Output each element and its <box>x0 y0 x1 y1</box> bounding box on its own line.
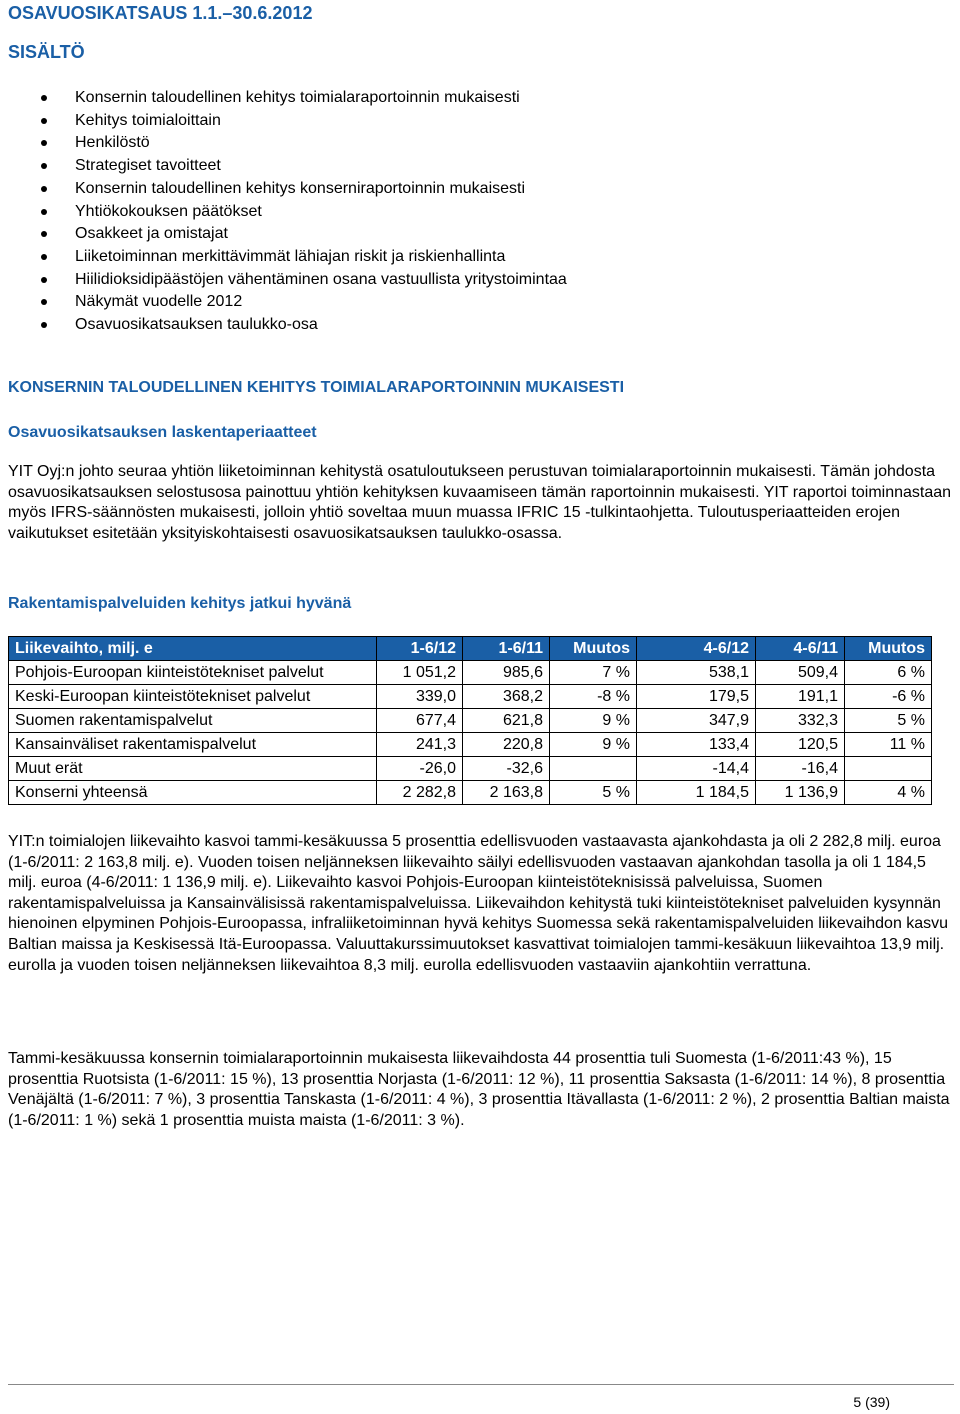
table-header-cell: 4-6/11 <box>756 637 845 661</box>
toc-item <box>26 178 567 201</box>
table-cell: 1 136,9 <box>756 781 845 805</box>
table-cell: 2 163,8 <box>463 781 550 805</box>
subheading-construction-services: Rakentamispalveluiden kehitys jatkui hyvänä <box>8 595 352 612</box>
table-cell: -32,6 <box>463 757 550 781</box>
toc-item <box>26 155 567 178</box>
toc-item-label: Osakkeet ja omistajat <box>75 225 228 243</box>
paragraph-accounting-principles: YIT Oyj:n johto seuraa yhtiön liiketoiminnan kehitystä osatuloutukseen perustuvan toimialaraportoinnin mukaisesti. Tämän johdosta osavuosikatsauksen selostusosa painottuu yhtiön kehityksen kuvaamiseen tämän raportoinnin mukaisesti. YIT raportoi toiminnastaan myös IFRS-säännösten mukaisesti, jolloin yhtiö soveltaa muun muassa IFRIC 15 -tulkintaohjetta. Tuloutusperiaatteiden erojen vaikutukset esitetään yksityiskohtaisesti osavuosikatsauksen taulukko-osassa. <box>8 463 952 542</box>
toc-item-label: Konsernin taloudellinen kehitys konserniraportoinnin mukaisesti <box>75 179 526 197</box>
table-cell: -14,4 <box>637 757 756 781</box>
toc-item-label: Osavuosikatsauksen taulukko-osa <box>75 316 318 334</box>
table-cell: 11 % <box>845 733 932 757</box>
table-cell: 332,3 <box>756 709 845 733</box>
table-header-cell: Muutos <box>845 637 932 661</box>
table-cell: 347,9 <box>637 709 756 733</box>
bullet-icon <box>41 186 47 192</box>
toc-item-label: Liiketoiminnan merkittävimmät lähiajan riskit ja riskienhallinta <box>75 247 506 265</box>
table-cell: 6 % <box>845 661 932 685</box>
table-row <box>9 733 932 757</box>
table-row <box>9 781 932 805</box>
table-cell: 120,5 <box>756 733 845 757</box>
table-cell: 621,8 <box>463 709 550 733</box>
bullet-icon <box>41 163 47 169</box>
bullet-icon <box>41 299 47 305</box>
bullet-icon <box>41 209 47 215</box>
paragraph-revenue-development: YIT:n toimialojen liikevaihto kasvoi tammi-kesäkuussa 5 prosenttia edellisvuoden vastaavasta ajankohdasta ja oli 2 282,8 milj. euroa (1-6/2011: 2 163,8 milj. e). Vuoden toisen neljänneksen liikevaihto säilyi edellisvuoden vastaavan ajankohdan tasolla ja oli 1 184,5 milj. euroa (4-6/2011: 1 136,9 milj. e). Liikevaihto kasvoi Pohjois-Euroopan kiinteistöteknisissä palveluissa, Suomen rakentamispalveluissa ja Kansainvälisissä rakentamispalveluissa. Liikevaihdon kehitystä tuki kiinteistötekniset palveluiden kysynnän hienoinen elpyminen Pohjois-Euroopassa, infraliiketoiminnan hyvä kehitys Suomessa sekä rakentamispalveluiden liikevaihdon kasvu Baltian maissa ja Keskisessä Itä-Euroopassa. Valuuttakurssimuutokset kasvattivat toimialojen tammi-kesäkuun liikevaihtoa 13,9 milj. eurolla ja vuoden toisen neljänneksen liikevaihtoa 8,3 milj. eurolla edellisvuoden vastaaviin ajankohtiin verrattuna. <box>8 833 949 974</box>
bullet-icon <box>41 322 47 328</box>
table-row-label: Keski-Euroopan kiinteistötekniset palvelut <box>9 685 377 709</box>
table-header-cell: 1-6/12 <box>377 637 463 661</box>
table-cell: 1 184,5 <box>637 781 756 805</box>
table-row <box>9 757 932 781</box>
table-cell: 985,6 <box>463 661 550 685</box>
document-header-title: OSAVUOSIKATSAUS 1.1.–30.6.2012 <box>8 3 313 23</box>
toc-item-label: Henkilöstö <box>75 134 150 152</box>
section-heading: KONSERNIN TALOUDELLINEN KEHITYS TOIMIALARAPORTOINNIN MUKAISESTI <box>8 379 625 396</box>
table-cell: 133,4 <box>637 733 756 757</box>
page-number: 5 (39) <box>853 1394 890 1410</box>
table-cell: 2 282,8 <box>377 781 463 805</box>
table-cell <box>845 757 932 781</box>
toc-item-label: Näkymät vuodelle 2012 <box>75 293 243 311</box>
table-cell: 5 % <box>550 781 637 805</box>
bullet-icon <box>41 231 47 237</box>
table-header-cell: Muutos <box>550 637 637 661</box>
toc-item-label: Hiilidioksidipäästöjen vähentäminen osana vastuullista yritystoimintaa <box>75 270 567 288</box>
table-row <box>9 661 932 685</box>
bullet-icon <box>41 277 47 283</box>
table-cell: -8 % <box>550 685 637 709</box>
table-cell: 7 % <box>550 661 637 685</box>
toc-item-label: Kehitys toimialoittain <box>75 111 221 129</box>
table-row-label: Konserni yhteensä <box>9 781 377 805</box>
toc-item <box>26 223 567 246</box>
table-cell: 368,2 <box>463 685 550 709</box>
toc-item <box>26 291 567 314</box>
table-cell: 538,1 <box>637 661 756 685</box>
table-header-cell: Liikevaihto, milj. e <box>9 637 377 661</box>
toc-item <box>26 132 567 155</box>
toc-item <box>26 201 567 224</box>
toc-list <box>26 87 567 337</box>
paragraph-revenue-by-country: Tammi-kesäkuussa konsernin toimialaraportoinnin mukaisesta liikevaihdosta 44 prosenttia tuli Suomesta (1-6/2011:43 %), 15 prosenttia Ruotsista (1-6/2011: 15 %), 13 prosenttia Norjasta (1-6/2011: 12 %), 11 prosenttia Saksasta (1-6/2011: 14 %), 8 prosenttia Venäjältä (1-6/2011: 7 %), 3 prosenttia Tanskasta (1-6/2011: 4 %), 3 prosenttia Itävallasta (1-6/2011: 2 %), 2 prosenttia Baltian maista (1-6/2011: 1 %) sekä 1 prosenttia muista maista (1-6/2011: 3 %). <box>8 1050 950 1129</box>
toc-item-label: Strategiset tavoitteet <box>75 157 221 175</box>
table-cell: 339,0 <box>377 685 463 709</box>
table-cell: 677,4 <box>377 709 463 733</box>
table-cell: 509,4 <box>756 661 845 685</box>
table-row-label: Muut erät <box>9 757 377 781</box>
table-row <box>9 685 932 709</box>
table-cell: 4 % <box>845 781 932 805</box>
toc-item <box>26 269 567 292</box>
table-cell: 1 051,2 <box>377 661 463 685</box>
bullet-icon <box>41 118 47 124</box>
table-cell: 9 % <box>550 733 637 757</box>
table-row-label: Suomen rakentamispalvelut <box>9 709 377 733</box>
subheading-accounting-principles: Osavuosikatsauksen laskentaperiaatteet <box>8 424 317 441</box>
bullet-icon <box>41 140 47 146</box>
table-header-row <box>9 637 932 661</box>
table-row-label: Kansainväliset rakentamispalvelut <box>9 733 377 757</box>
table-cell: 220,8 <box>463 733 550 757</box>
table-header-cell: 1-6/11 <box>463 637 550 661</box>
table-cell: 179,5 <box>637 685 756 709</box>
table-cell: -16,4 <box>756 757 845 781</box>
table-cell: 9 % <box>550 709 637 733</box>
toc-item-label: Yhtiökokouksen päätökset <box>75 202 262 220</box>
toc-item-label: Konsernin taloudellinen kehitys toimialaraportoinnin mukaisesti <box>75 89 520 106</box>
revenue-table <box>8 636 932 805</box>
toc-title: SISÄLTÖ <box>8 42 85 62</box>
toc-item <box>26 87 567 110</box>
table-row <box>9 709 932 733</box>
table-cell: 241,3 <box>377 733 463 757</box>
table-cell: 5 % <box>845 709 932 733</box>
table-cell: -6 % <box>845 685 932 709</box>
toc-item <box>26 314 567 337</box>
table-cell <box>550 757 637 781</box>
table-cell: 191,1 <box>756 685 845 709</box>
table-row-label: Pohjois-Euroopan kiinteistötekniset palvelut <box>9 661 377 685</box>
toc-item <box>26 246 567 269</box>
table-header-cell: 4-6/12 <box>637 637 756 661</box>
footer-divider <box>8 1384 954 1385</box>
table-cell: -26,0 <box>377 757 463 781</box>
bullet-icon <box>41 254 47 260</box>
toc-item <box>26 110 567 133</box>
bullet-icon <box>41 95 47 101</box>
